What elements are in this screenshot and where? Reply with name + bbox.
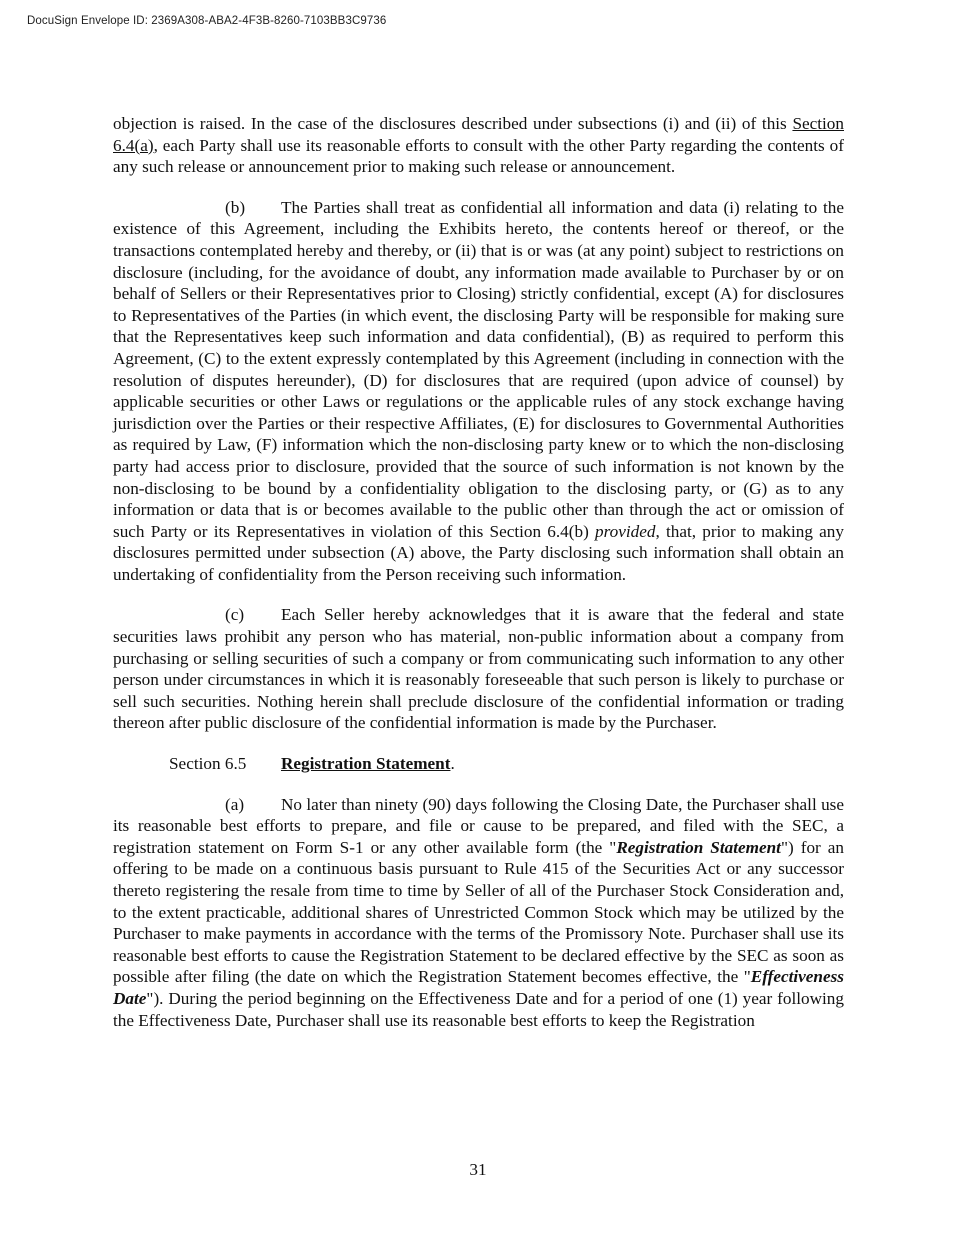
paragraph-text: objection is raised. In the case of the disclosures described under subsections (i) and (ii) of this — [113, 114, 793, 133]
paragraph-text: "). During the period beginning on the Effectiveness Date and for a period of one (1) year following the Effectiveness Date, Purchaser shall use its reasonable best efforts to keep the Registration — [113, 988, 844, 1030]
subsection-indent — [113, 794, 281, 816]
emphasis-text: provided — [595, 521, 656, 541]
subsection-indent — [113, 197, 281, 219]
subsection-a — [113, 794, 844, 1032]
section-title-period: . — [450, 754, 455, 774]
subsection-label: (c) — [225, 605, 245, 625]
page-number: 31 — [469, 1160, 487, 1179]
paragraph-text: No later than ninety (90) days following the Closing Date, the Purchaser shall use its reasonable best efforts to prepare, and file or cause to be prepared, and filed with the SEC, a registration statement on Form S-1 or any other available form (the " — [113, 794, 844, 857]
section-number: Section 6.5 — [169, 754, 247, 774]
paragraph-text: , that, prior to making any disclosures permitted under subsection (A) above, the Party disclosing such information shall obtain an undertaking of confidentiality from the Person receiving such information. — [113, 521, 844, 584]
section-reference: Section 6.4(a) — [113, 114, 844, 155]
section-title: Registration Statement — [281, 754, 451, 774]
paragraph-text: The Parties shall treat as confidential all information and data (i) relating to the existence of this Agreement, including the Exhibits hereto, the contents hereof or thereof, or the transactions contemplated hereby and thereby, or (ii) that is or was (at any point) subject to restrictions on disclosure (including, for the avoidance of doubt, any information made available to Purchaser by or on behalf of Sellers or their Representatives prior to Closing) strictly confidential, except (A) for disclosures to Representatives of the Parties (in which event, the disclosing Party will be responsible for making sure that the Representatives keep such information and data confidential), (B) as required to perform this Agreement, (C) to the extent expressly contemplated by this Agreement (including in connection with the resolution of disputes hereunder), (D) for disclosures that are required (upon advice of counsel) by applicable securities or other Laws or regulations or the applicable rules of any stock exchange having jurisdiction over the Parties or their respective Affiliates, (E) for disclosures to Governmental Authorities as required by Law, (F) information which the non-disclosing party knew or to which the non-disclosing party had access prior to disclosure, provided that the source of such information is not known by the non-disclosing to be bound by a confidentiality obligation to the disclosing party, or (G) as to any information or data that is or becomes available to the public other than through the act or omission of such Party or its Representatives in violation of this Section 6.4(b) — [113, 197, 844, 541]
paragraph-continuation — [113, 113, 844, 178]
document-body — [113, 113, 844, 1050]
subsection-b — [113, 197, 844, 586]
subsection-label: (b) — [225, 197, 246, 217]
subsection-label: (a) — [225, 794, 245, 814]
defined-term: Registration Statement — [616, 837, 781, 857]
paragraph-text: , each Party shall use its reasonable efforts to consult with the other Party regarding the contents of any such release or announcement prior to making such release or announcement. — [113, 135, 844, 177]
docusign-envelope-id: DocuSign Envelope ID: 2369A308-ABA2-4F3B-8260-7103BB3C9736 — [27, 15, 387, 27]
paragraph-text: Each Seller hereby acknowledges that it is aware that the federal and state securities laws prohibit any person who has material, non-public information about a company from purchasing or selling securities of such a company or from communicating such information to any other person under circumstances in which it is reasonably foreseeable that such person is likely to purchase or sell such securities. Nothing herein shall preclude disclosure of the confidential information or trading thereon after public disclosure of the confidential information is made by the Purchaser. — [113, 605, 844, 733]
paragraph-text: ") for an offering to be made on a continuous basis pursuant to Rule 415 of the Securities Act or any successor thereto registering the resale from time to time by Seller of all of the Purchaser Stock Consideration and, to the extent practicable, additional shares of Unrestricted Common Stock which may be utilized by the Purchaser to make payments in accordance with the terms of the Promissory Note. Purchaser shall use its reasonable best efforts to cause the Registration Statement to be declared effective by the SEC as soon as possible after filing (the date on which the Registration Statement becomes effective, the " — [113, 837, 845, 987]
subsection-indent — [113, 604, 281, 626]
defined-term: Effectiveness Date — [113, 967, 844, 1008]
subsection-c — [113, 604, 844, 734]
section-heading — [113, 753, 844, 775]
